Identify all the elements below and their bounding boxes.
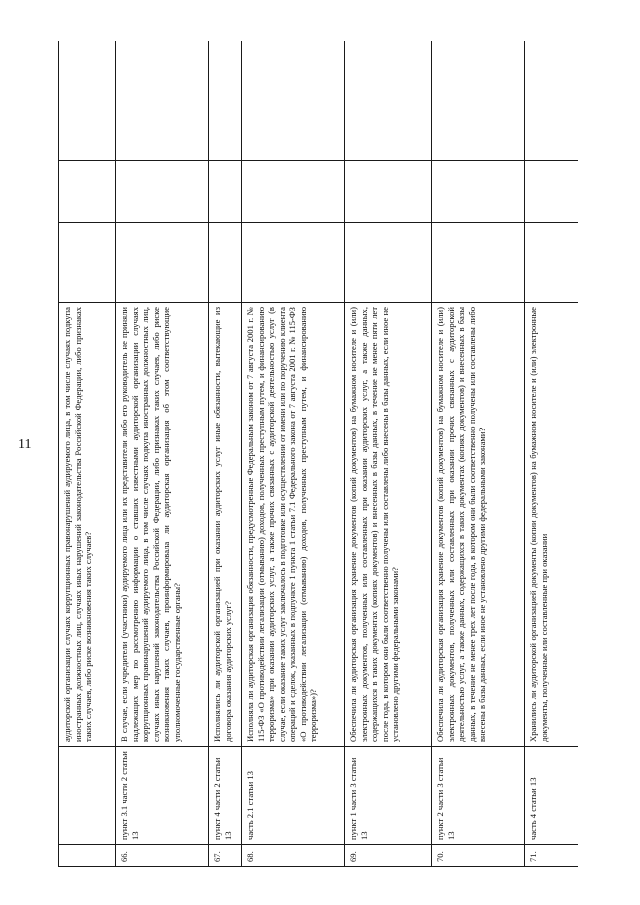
answer-cell[interactable] — [209, 161, 242, 223]
row-number: 69. — [345, 845, 432, 867]
answer-cell[interactable] — [116, 41, 209, 161]
legal-reference: часть 2.1 статьи 13 — [242, 747, 345, 845]
table-row — [345, 41, 432, 867]
checklist-rotated-content — [58, 41, 578, 867]
answer-cell[interactable] — [432, 161, 525, 223]
answer-cell[interactable] — [242, 41, 345, 161]
checklist-sheet — [58, 41, 578, 867]
row-number: 70. — [432, 845, 525, 867]
legal-reference — [59, 747, 116, 845]
table-row — [116, 41, 209, 867]
page-number: 11 — [18, 437, 32, 452]
answer-cell[interactable] — [432, 41, 525, 161]
legal-reference: пункт 4 части 2 статьи 13 — [209, 747, 242, 845]
answer-cell[interactable] — [432, 223, 525, 303]
question-text: Обеспечила ли аудиторская организация хранение документов (копий документов) на бумажном носителе и (или) электронных документов, полученных или составленных при оказании аудиторских услуг, а также данных, содержащихся в таких документах (копиях документов) и внесенных в базы данных, в течение не менее пяти лет после года, в котором они были соответственно получены или составлены либо внесены в базы данных, если иное не установлено другими федеральными законами? — [345, 303, 432, 747]
answer-cell[interactable] — [242, 161, 345, 223]
answer-cell[interactable] — [242, 223, 345, 303]
answer-cell[interactable] — [345, 223, 432, 303]
question-text: Хранились ли аудиторской организацией документы (копии документов) на бумажном носителе и (или) электронные документы, полученные или составленные при оказании — [525, 303, 579, 747]
row-number: 67. — [209, 845, 242, 867]
question-text: В случае, если учредители (участники) аудируемого лица или их представители либо его руководитель не приняли надлежащих мер по рассмотрению информации о ставших известными аудиторской организации случаях коррупционных правонарушений аудируемого лица, в том числе случаях подкупа иностранных должностных лиц, случаях иных нарушений законодательства Российской Федерации, либо признаках таких случаев, либо риске возникновения таких случаев, проинформировала ли аудиторская организация об этом соответствующие уполномоченные государственные органы? — [116, 303, 209, 747]
answer-cell[interactable] — [116, 223, 209, 303]
legal-reference: пункт 3.1 части 2 статьи 13 — [116, 747, 209, 845]
answer-cell[interactable] — [345, 161, 432, 223]
answer-cell[interactable] — [116, 161, 209, 223]
answer-cell[interactable] — [59, 161, 116, 223]
answer-cell[interactable] — [345, 41, 432, 161]
checklist-table — [58, 41, 578, 867]
question-text: Обеспечила ли аудиторская организация хранение документов (копий документов) на бумажном носителе и (или) электронных документов, полученных или составленных при оказании прочих связанных с аудиторской деятельностью услуг, а также данных, содержащихся в таких документах (копиях документов) и внесенных в базы данных, в течение не менее трех лет после года, в котором они были соответственно получены или составлены либо внесены в базы данных, если иное не установлено другими федеральными законами? — [432, 303, 525, 747]
answer-cell[interactable] — [525, 41, 579, 161]
question-text: Исполнялись ли аудиторской организацией при оказании аудиторских услуг иные обязанности, вытекающие из договора оказания аудиторских услуг? — [209, 303, 242, 747]
question-text: Исполняла ли аудиторская организация обязанности, предусмотренные Федеральным законом от 7 августа 2001 г. № 115-ФЗ «О противодействии легализации (отмыванию) доходов, полученных преступным путем, и финансированию терроризма» при оказании аудиторских услуг, а также прочих связанных с аудиторской деятельностью услуг (в случае, если оказание таких услуг заключалось в подготовке или осуществлении от имени или по поручению клиента операций и сделок, указанных в подпункте 1 пункта 1 статьи 7.1 Федерального закона от 7 августа 2001 г. № 115-ФЗ «О противодействии легализации (отмыванию) доходов, полученных преступным путем, и финансированию терроризма»)? — [242, 303, 345, 747]
table-row — [242, 41, 345, 867]
answer-cell[interactable] — [209, 41, 242, 161]
row-number: 68. — [242, 845, 345, 867]
table-row — [59, 41, 116, 867]
legal-reference: часть 4 статьи 13 — [525, 747, 579, 845]
legal-reference: пункт 2 части 3 статьи 13 — [432, 747, 525, 845]
table-row — [209, 41, 242, 867]
row-number: 71. — [525, 845, 579, 867]
question-text: аудиторской организации случаях коррупционных правонарушений аудируемого лица, в том числе случаях подкупа иностранных должностных лиц, случаях иных нарушений законодательства Российской Федерации, либо признаках таких случаев, либо риске возникновения таких случаев? — [59, 303, 116, 747]
answer-cell[interactable] — [59, 223, 116, 303]
answer-cell[interactable] — [209, 223, 242, 303]
answer-cell[interactable] — [59, 41, 116, 161]
answer-cell[interactable] — [525, 223, 579, 303]
table-row — [525, 41, 579, 867]
answer-cell[interactable] — [525, 161, 579, 223]
row-number: 66. — [116, 845, 209, 867]
table-row — [432, 41, 525, 867]
legal-reference: пункт 1 части 3 статьи 13 — [345, 747, 432, 845]
row-number — [59, 845, 116, 867]
